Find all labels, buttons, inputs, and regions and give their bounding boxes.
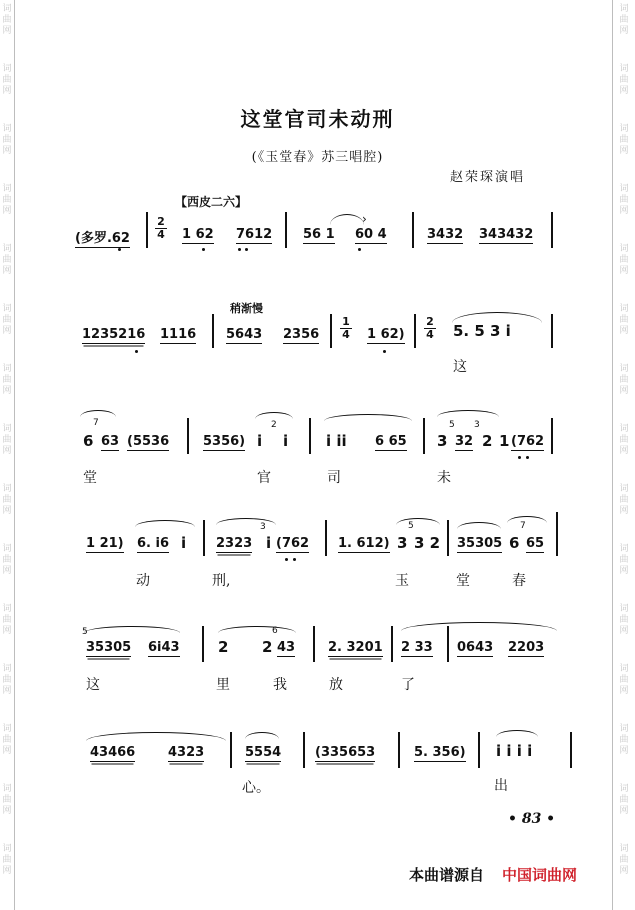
measure-notes: 0643 <box>457 640 494 655</box>
barline <box>187 418 189 454</box>
watermark-mark: 词曲网 <box>2 604 12 636</box>
watermark-mark: 词曲网 <box>619 4 629 36</box>
source-footer <box>409 864 577 885</box>
slur <box>216 518 276 525</box>
measure-notes: 3 <box>397 534 408 552</box>
measure-notes: 1 62) <box>367 327 405 342</box>
measure-notes: 2 <box>482 432 493 450</box>
watermark-mark: 词曲网 <box>2 484 12 516</box>
barline <box>303 732 305 768</box>
measure-notes: 1116 <box>160 327 197 342</box>
watermark-mark: 词曲网 <box>2 244 12 276</box>
watermark-mark: 词曲网 <box>619 484 629 516</box>
measure-notes: 5643 <box>226 327 263 342</box>
measure-notes: 63 <box>101 434 120 449</box>
slur <box>324 414 412 421</box>
watermark-mark: 词曲网 <box>2 844 12 876</box>
grace-note: 5 <box>82 627 88 637</box>
lyric-char: 官 <box>257 470 271 486</box>
watermark-mark: 词曲网 <box>619 304 629 336</box>
watermark-mark: 词曲网 <box>619 664 629 696</box>
left-watermark-column <box>0 0 14 900</box>
slur <box>396 518 440 525</box>
watermark-mark: 词曲网 <box>619 124 629 156</box>
tempo-mark: 稍渐慢 <box>230 302 263 315</box>
lyric-char: 动 <box>136 573 150 589</box>
watermark-mark: 词曲网 <box>2 304 12 336</box>
measure-notes: i ii <box>326 432 347 450</box>
barline <box>551 418 553 454</box>
measure-notes: (5536 <box>127 434 170 449</box>
subtitle: (《玉堂春》苏三唱腔) <box>251 150 384 165</box>
watermark-mark: 词曲网 <box>619 424 629 456</box>
measure-notes: 43 <box>277 640 296 655</box>
watermark-mark: 词曲网 <box>619 784 629 816</box>
slur <box>218 626 296 633</box>
time-signature <box>340 317 352 340</box>
measure-notes: 3 <box>437 432 448 450</box>
barline <box>330 314 332 348</box>
watermark-mark: 词曲网 <box>2 4 12 36</box>
measure-notes: 65 <box>526 536 545 551</box>
measure-notes: 1 62 <box>182 227 214 242</box>
watermark-mark: 词曲网 <box>2 544 12 576</box>
site-link[interactable]: 中国词曲网 <box>502 866 578 884</box>
slur <box>255 412 293 419</box>
barline <box>309 418 311 454</box>
slur <box>457 522 501 529</box>
intro-notes: (多罗.62 <box>75 227 130 248</box>
measure-notes: i <box>266 534 272 552</box>
right-border-line <box>612 0 613 910</box>
ts-bottom: 4 <box>157 228 165 241</box>
watermark-mark: 词曲网 <box>2 364 12 396</box>
watermark-mark: 词曲网 <box>2 664 12 696</box>
slur <box>135 520 195 527</box>
grace-note: 2 <box>271 420 277 430</box>
barline <box>398 732 400 768</box>
measure-notes: 3432 <box>427 227 464 242</box>
slur <box>245 732 279 739</box>
measure-notes: 60 4 <box>355 227 387 242</box>
measure-notes: 2356 <box>283 327 320 342</box>
lyric-char: 刑, <box>212 573 231 589</box>
watermark-mark: 词曲网 <box>2 724 12 756</box>
watermark-mark: 词曲网 <box>2 124 12 156</box>
watermark-mark: 词曲网 <box>619 604 629 636</box>
lyric-char: 堂 <box>456 573 470 589</box>
octave-dot <box>202 248 205 251</box>
measure-notes: 2 <box>262 638 273 656</box>
measure-notes: 35305 <box>457 536 503 551</box>
grace-note: 7 <box>93 418 99 428</box>
measure-notes: 6 <box>509 534 520 552</box>
octave-dot <box>118 248 121 251</box>
measure-notes: i <box>181 534 187 552</box>
barline <box>412 212 414 248</box>
banshi-label: 【西皮二六】 <box>175 195 248 209</box>
octave-dot <box>238 248 241 251</box>
watermark-mark: 词曲网 <box>619 64 629 96</box>
ts-bottom: 4 <box>426 328 434 341</box>
watermark-mark: 词曲网 <box>619 364 629 396</box>
measure-notes: (335653 <box>315 745 376 760</box>
slur <box>437 410 499 417</box>
watermark-mark: 词曲网 <box>619 724 629 756</box>
slur <box>84 626 180 633</box>
measure-notes: 5554 <box>245 745 282 760</box>
measure-notes: 2203 <box>508 640 545 655</box>
barline <box>230 732 232 768</box>
measure-notes: 2 <box>218 638 229 656</box>
octave-dot <box>245 248 248 251</box>
measure-notes: 1. 612) <box>338 536 390 551</box>
lyric-char: 这 <box>86 677 100 693</box>
ts-top: 2 <box>426 315 434 328</box>
watermark-mark: 词曲网 <box>619 184 629 216</box>
measure-notes: 6. i6 <box>137 536 170 551</box>
lyric-char: 放 <box>329 677 343 693</box>
grace-note: 3 <box>260 522 266 532</box>
slur-arrow <box>330 214 364 225</box>
measure-notes: 3 2 <box>414 534 441 552</box>
lyric-char: 里 <box>216 677 230 693</box>
measure-notes: 5. 5 3 i <box>453 322 511 340</box>
measure-notes: 43466 <box>90 745 136 760</box>
measure-notes: 5. 356) <box>414 745 466 760</box>
ts-bottom: 4 <box>342 328 350 341</box>
lyric-char: 司 <box>327 470 341 486</box>
lyric-char: 出 <box>494 778 508 794</box>
barline <box>478 732 480 768</box>
measure-notes: i <box>257 432 263 450</box>
barline <box>203 520 205 556</box>
watermark-mark: 词曲网 <box>619 544 629 576</box>
measure-notes: 32 <box>455 434 474 449</box>
measure-notes: 1 <box>499 432 510 450</box>
barline <box>414 314 416 348</box>
barline <box>391 626 393 662</box>
octave-dot <box>293 558 296 561</box>
measure-notes: 2. 3201 <box>328 640 383 655</box>
barline <box>551 314 553 348</box>
barline <box>212 314 214 348</box>
measure-notes: (762 <box>276 536 310 551</box>
watermark-mark: 词曲网 <box>2 784 12 816</box>
left-border-line <box>14 0 15 910</box>
time-signature <box>424 317 436 340</box>
page-title: 这堂官司未动刑 <box>240 107 395 131</box>
barline <box>570 732 572 768</box>
slur <box>496 730 538 737</box>
octave-dot <box>285 558 288 561</box>
singer-credit: 赵荣琛演唱 <box>450 170 526 185</box>
measure-notes: 6 65 <box>375 434 407 449</box>
watermark-mark: 词曲网 <box>2 184 12 216</box>
measure-notes: 2323 <box>216 536 253 551</box>
slur <box>507 516 547 523</box>
measure-notes: 6 <box>83 432 94 450</box>
lyric-char: 未 <box>437 470 451 486</box>
barline <box>423 418 425 454</box>
barline <box>551 212 553 248</box>
ts-top: 1 <box>342 315 350 328</box>
lyric-char: 心。 <box>242 780 270 796</box>
measure-notes: i <box>283 432 289 450</box>
measure-notes: 4323 <box>168 745 205 760</box>
octave-dot <box>526 456 529 459</box>
slur <box>80 410 116 417</box>
source-label: 本曲谱源自 <box>409 866 485 884</box>
time-signature <box>155 217 167 240</box>
page-number: • 83 • <box>508 811 556 827</box>
lyric-char: 我 <box>273 677 287 693</box>
watermark-mark: 词曲网 <box>619 244 629 276</box>
measure-notes: 2 33 <box>401 640 433 655</box>
octave-dot <box>135 350 138 353</box>
octave-dot <box>518 456 521 459</box>
measure-notes: 7612 <box>236 227 273 242</box>
watermark-mark: 词曲网 <box>2 64 12 96</box>
measure-notes: 5356) <box>203 434 246 449</box>
measure-notes: 56 1 <box>303 227 335 242</box>
barline <box>202 626 204 662</box>
lyric-char: 春 <box>512 573 526 589</box>
grace-note: 5 <box>408 521 414 531</box>
barline <box>146 212 148 248</box>
barline <box>556 512 558 556</box>
lyric-char: 玉 <box>395 573 409 589</box>
lyric-char: 了 <box>401 677 415 693</box>
measure-notes: 6i43 <box>148 640 180 655</box>
measure-notes: 1235216 <box>82 327 146 342</box>
barline <box>325 520 327 556</box>
measure-notes: (762 <box>511 434 545 449</box>
measure-notes: i i i i <box>496 742 533 760</box>
barline <box>447 520 449 556</box>
grace-note: 6 <box>272 626 278 636</box>
lyric-char: 这 <box>453 359 467 375</box>
octave-dot <box>383 350 386 353</box>
barline <box>447 626 449 662</box>
ts-top: 2 <box>157 215 165 228</box>
slur <box>86 732 226 741</box>
measure-notes: 35305 <box>86 640 132 655</box>
lyric-char: 堂 <box>83 470 97 486</box>
arrow-icon: › <box>362 212 367 226</box>
measure-notes: 343432 <box>479 227 534 242</box>
measure-notes: 1 21) <box>86 536 124 551</box>
grace-note: 5 <box>449 420 455 430</box>
watermark-mark: 词曲网 <box>619 844 629 876</box>
octave-dot <box>358 248 361 251</box>
barline <box>285 212 287 248</box>
grace-note: 7 <box>520 521 526 531</box>
right-watermark-column <box>617 0 631 900</box>
grace-note: 3 <box>474 420 480 430</box>
barline <box>313 626 315 662</box>
watermark-mark: 词曲网 <box>2 424 12 456</box>
slur <box>401 622 557 631</box>
